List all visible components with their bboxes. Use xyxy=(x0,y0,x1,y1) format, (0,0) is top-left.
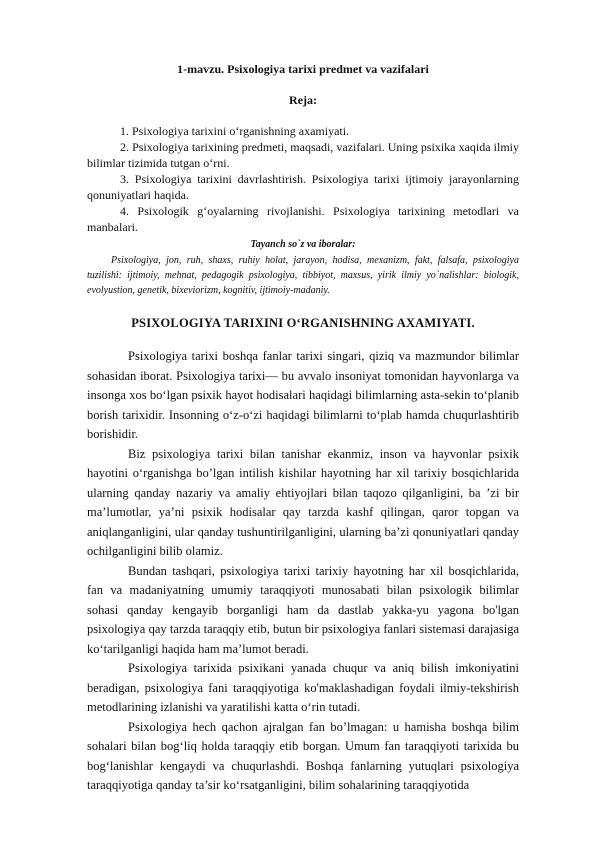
plan-item: 1. Psixologiya tarixini o‘rganishning axamiyati. xyxy=(120,124,350,138)
paragraph: Psixologiya tarixida psixikani yanada chuqur va aniq bilish imkoniyatini beradigan, psixologiya fani taraqqiyotiga ko'maklashadigan foydali ilmiy-tekshirish metodlarining izlanishi va yaratilishi katta o‘rin tutadi. xyxy=(87,661,519,714)
keywords-text: Psixologiya, jon, ruh, shaxs, ruhiy holat, jarayon, hodisa, mexanizm, fakt, falsafa, psixologiya tuzilishi: ijtimoiy, mehnat, pedagogik psixologiya, tibbiyot, maxsus, yirik ilmiy yo`nalishlar: biologik, evolyustion, genetik, bixeviorizm, kognitiv, ijtimoiy-madaniy. xyxy=(87,255,519,296)
paragraph: Psixologiya hech qachon ajralgan fan bo’lmagan: u hamisha boshqa bilim sohalari bilan bog‘liq holda taraqqiy etib borgan. Umum fan taraqqiyoti tarixida bu bog‘lanishlar kengaydi va chuqurlashdi. Boshqa fanlarning yutuqlari psixologiya taraqqiyotiga qanday ta’sir ko‘rsatganligini, bilim sohalarining taraqqiyotida xyxy=(87,719,519,792)
body-text xyxy=(87,347,519,796)
paragraph: Bundan tashqari, psixologiya tarixi tarixiy hayotning har xil bosqichlarida, fan va madaniyatning umumiy taraqqiyoti munosabati bilan psixologik bilimlar sohasi qanday kengayib borganligi ham da dastlab yakka-yu yagona bo'lgan psixologiya qay tarzda taraqqiy etib, butun bir psixologiya fanlari sistemasi darajasiga ko‘tarilganligi haqida ham ma’lumot beradi. xyxy=(87,563,519,656)
plan-heading: Reja: xyxy=(289,93,317,107)
section-heading: PSIXOLOGIYA TARIXINI O‘RGANISHNING AXAMIYATI. xyxy=(131,316,475,330)
plan-item: 4. Psixologik g‘oyalarning rivojlanishi. Psixologiya tarixining metodlari va manbalari. xyxy=(87,204,519,234)
plan-item: 2. Psixologiya tarixining predmeti, maqsadi, vazifalari. Uning psixika xaqida ilmiy bilimlar tizimida tutgan o‘rni. xyxy=(87,140,519,170)
page-title: 1-mavzu. Psixologiya tarixi predmet va vazifalari xyxy=(177,62,429,76)
keywords-heading: Tayanch so`z va iboralar: xyxy=(250,239,356,250)
paragraph: Biz psixologiya tarixi bilan tanishar ekanmiz, inson va hayvonlar psixik hayotini o‘rganishga bo’lgan intilish kishilar hayotning har xil tarixiy bosqichlarida ularning qanday nazariy va amaliy ehtiyojlari bilan taqozo qilganligini, ba ’zi bir ma’lumotlar, ya’ni psixik hodisalar qay tarzda kashf qilingan, qaror topgan va aniqlanganligini, ular qanday tushuntirilganligini, ularning ba’zi qonuniyatlari qanday ochilganligini bilib olamiz. xyxy=(87,446,519,558)
plan-item: 3. Psixologiya tarixini davrlashtirish. Psixologiya tarixi ijtimoiy jarayonlarning qonuniyatlari haqida. xyxy=(87,172,519,202)
plan-list xyxy=(87,123,519,235)
paragraph: Psixologiya tarixi boshqa fanlar tarixi singari, qiziq va mazmundor bilimlar sohasidan iborat. Psixologiya tarixi— bu avvalo insoniyat tomonidan hayvonlarga va insonga xos bo‘lgan psixik hayot hodisalari haqidagi bilimlarning asta-sekin to‘planib borish tarixidir. Insonning o‘z-o‘zi haqidagi bilimlarni to‘plab hamda chuqurlashtirib borishidir. xyxy=(87,349,519,441)
